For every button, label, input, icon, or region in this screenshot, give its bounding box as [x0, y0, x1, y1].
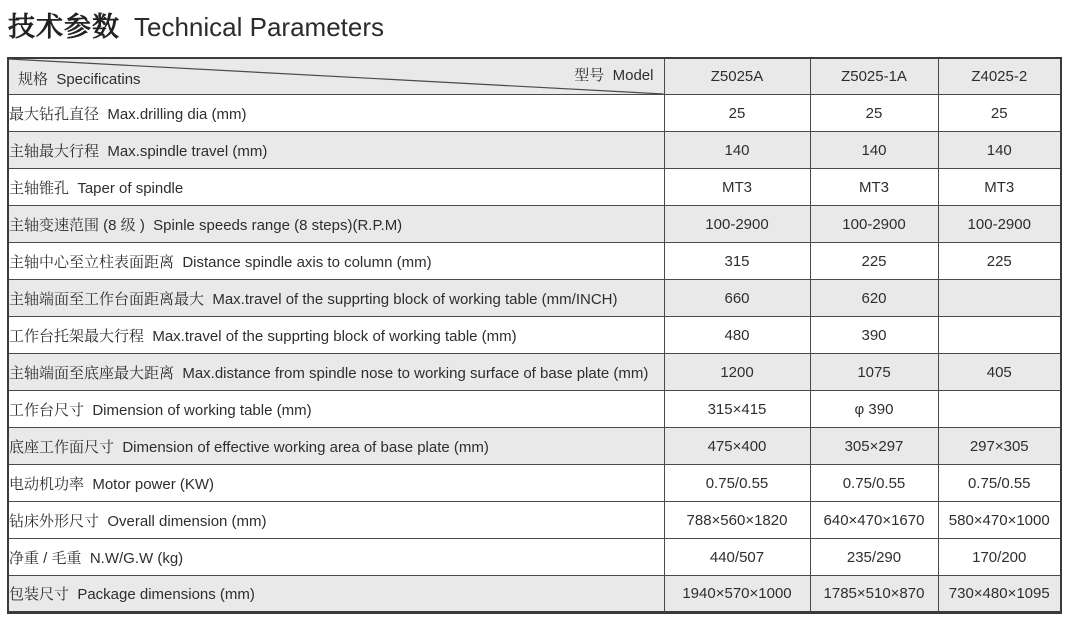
spec-label: 净重 / 毛重 N.W/G.W (kg)	[8, 539, 664, 576]
spec-value	[938, 317, 1061, 354]
spec-label: 主轴端面至工作台面距离最大 Max.travel of the supprting block of working table (mm/INCH)	[8, 280, 664, 317]
spec-value: 100-2900	[938, 206, 1061, 243]
spec-value: 305×297	[810, 428, 938, 465]
spec-label: 最大钻孔直径 Max.drilling dia (mm)	[8, 95, 664, 132]
spec-value	[938, 391, 1061, 428]
page-title-en: Technical Parameters	[134, 12, 384, 42]
spec-value: 315×415	[664, 391, 810, 428]
spec-value: 1940×570×1000	[664, 576, 810, 613]
spec-value: 170/200	[938, 539, 1061, 576]
spec-value: 140	[664, 132, 810, 169]
spec-value: 140	[938, 132, 1061, 169]
spec-label: 钻床外形尺寸 Overall dimension (mm)	[8, 502, 664, 539]
spec-value: 100-2900	[810, 206, 938, 243]
spec-value: MT3	[664, 169, 810, 206]
spec-value: 25	[664, 95, 810, 132]
spec-value: 620	[810, 280, 938, 317]
spec-value: 297×305	[938, 428, 1061, 465]
spec-value: φ 390	[810, 391, 938, 428]
spec-value: 100-2900	[664, 206, 810, 243]
table-row	[8, 502, 1061, 539]
spec-value: 1075	[810, 354, 938, 391]
spec-value: 25	[938, 95, 1061, 132]
spec-label: 主轴中心至立柱表面距离 Distance spindle axis to column (mm)	[8, 243, 664, 280]
table-row	[8, 169, 1061, 206]
header-model-z5025-1a: Z5025-1A	[810, 58, 938, 95]
spec-value: 225	[938, 243, 1061, 280]
table-row	[8, 354, 1061, 391]
spec-value: 225	[810, 243, 938, 280]
spec-value: 315	[664, 243, 810, 280]
spec-label: 主轴端面至底座最大距离 Max.distance from spindle nose to working surface of base plate (mm)	[8, 354, 664, 391]
header-model-z5025a: Z5025A	[664, 58, 810, 95]
spec-value: MT3	[938, 169, 1061, 206]
table-row	[8, 391, 1061, 428]
spec-value: 0.75/0.55	[664, 465, 810, 502]
spec-label: 包装尺寸 Package dimensions (mm)	[8, 576, 664, 613]
spec-value: 0.75/0.55	[938, 465, 1061, 502]
technical-parameters-table	[7, 57, 1062, 614]
spec-value: 235/290	[810, 539, 938, 576]
spec-value: 140	[810, 132, 938, 169]
table-row	[8, 280, 1061, 317]
table-row	[8, 317, 1061, 354]
spec-label: 工作台托架最大行程 Max.travel of the supprting block of working table (mm)	[8, 317, 664, 354]
spec-value: 390	[810, 317, 938, 354]
spec-value: 730×480×1095	[938, 576, 1061, 613]
spec-label: 主轴锥孔 Taper of spindle	[8, 169, 664, 206]
table-header-row	[8, 58, 1061, 95]
table-row	[8, 95, 1061, 132]
spec-value: 640×470×1670	[810, 502, 938, 539]
spec-label: 底座工作面尺寸 Dimension of effective working area of base plate (mm)	[8, 428, 664, 465]
spec-label: 工作台尺寸 Dimension of working table (mm)	[8, 391, 664, 428]
spec-value: MT3	[810, 169, 938, 206]
spec-value: 788×560×1820	[664, 502, 810, 539]
header-corner-cell	[8, 58, 664, 95]
table-row	[8, 576, 1061, 613]
spec-value: 1785×510×870	[810, 576, 938, 613]
page-title-zh: 技术参数	[8, 12, 120, 42]
spec-value	[938, 280, 1061, 317]
table-row	[8, 428, 1061, 465]
spec-value: 440/507	[664, 539, 810, 576]
spec-value: 405	[938, 354, 1061, 391]
spec-label: 电动机功率 Motor power (KW)	[8, 465, 664, 502]
header-model-z4025-2: Z4025-2	[938, 58, 1061, 95]
spec-value: 475×400	[664, 428, 810, 465]
header-spec-label: 规格 Specificatins	[18, 71, 141, 88]
table-row	[8, 539, 1061, 576]
spec-label: 主轴变速范围 (8 级 ) Spinle speeds range (8 steps)(R.P.M)	[8, 206, 664, 243]
spec-value: 480	[664, 317, 810, 354]
table-row	[8, 465, 1061, 502]
spec-value: 0.75/0.55	[810, 465, 938, 502]
header-model-label: 型号 Model	[574, 67, 654, 84]
table-row	[8, 132, 1061, 169]
table-row	[8, 206, 1061, 243]
spec-value: 660	[664, 280, 810, 317]
table-row	[8, 243, 1061, 280]
spec-value: 1200	[664, 354, 810, 391]
spec-value: 25	[810, 95, 938, 132]
page-title	[8, 5, 384, 44]
spec-value: 580×470×1000	[938, 502, 1061, 539]
spec-label: 主轴最大行程 Max.spindle travel (mm)	[8, 132, 664, 169]
